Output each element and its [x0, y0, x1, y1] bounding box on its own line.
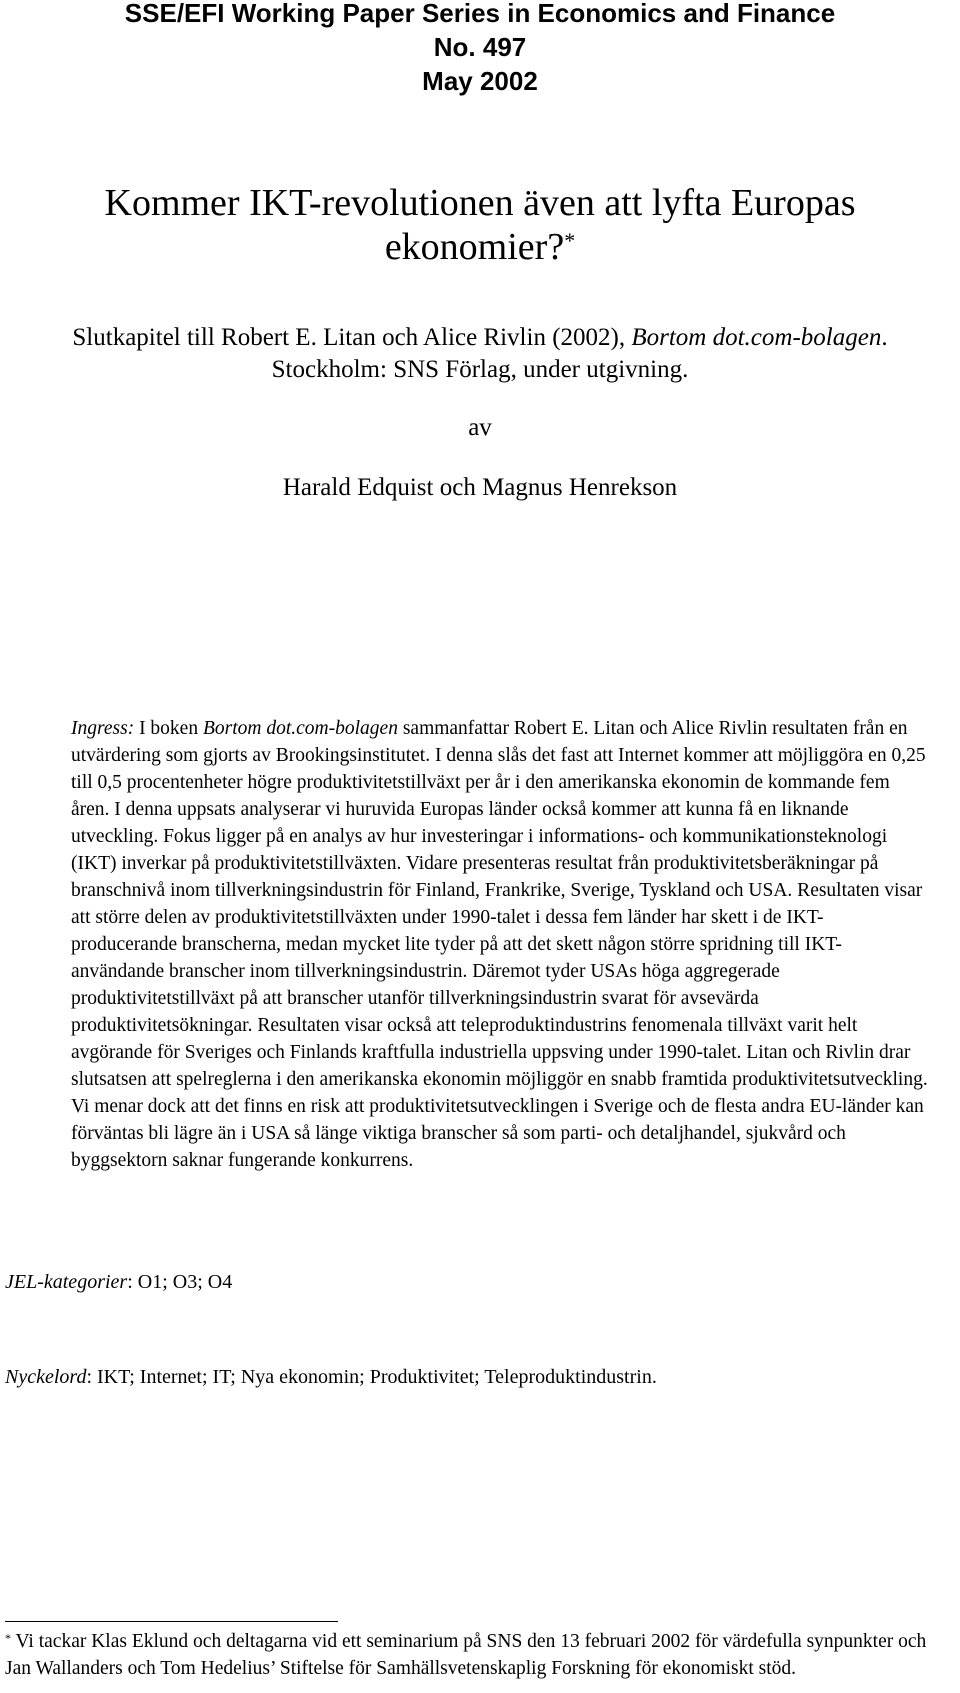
series-name: SSE/EFI Working Paper Series in Economics and Finance	[124, 0, 836, 28]
abstract-book-title: Bortom dot.com-bolagen	[202, 718, 398, 739]
source-book-title: Bortom dot.com-bolagen	[631, 324, 882, 351]
abstract	[71, 715, 929, 1174]
byline-av: av	[468, 414, 492, 441]
source-suffix: .	[881, 324, 888, 351]
title-line-2	[0, 225, 960, 269]
footnote-text: Vi tackar Klas Eklund och deltagarna vid ett seminarium på SNS den 13 februari 2002 för värdefulla synpunkter och Jan Wallanders och Tom Hedelius’ Stiftelse för Samhällsvetenskaplig Forskning för ekonomiskt stöd.	[5, 1631, 927, 1679]
series-header	[0, 0, 960, 98]
abstract-label: Ingress:	[71, 718, 135, 739]
source-line-2: Stockholm: SNS Förlag, under utgivning.	[271, 356, 689, 383]
source-note	[0, 322, 960, 386]
jel-label: JEL-kategorier	[5, 1271, 128, 1293]
jel-value: : O1; O3; O4	[127, 1271, 233, 1293]
paper-title	[0, 181, 960, 269]
keywords	[5, 1364, 945, 1391]
footnote-divider	[5, 1621, 338, 1622]
source-line-1	[0, 322, 960, 354]
keywords-label: Nyckelord	[5, 1366, 87, 1388]
footnote-mark: *	[5, 1631, 11, 1645]
jel-categories	[5, 1269, 945, 1296]
title-line-2-text: ekonomier?	[384, 226, 565, 268]
series-number: No. 497	[433, 32, 527, 62]
abstract-text: sammanfattar Robert E. Litan och Alice Rivlin resultaten från en utvärdering som gjorts av Brookingsinstitutet. I denna slås det fast att Internet kommer att möjliggöra en 0,25 till 0,5 procentenheter högre produktivitetstillväxt per år i den amerikanska ekonomin de kommande fem åren. I denna uppsats analyserar vi huruvida Europas länder också kommer att kunna få en liknande utveckling. Fokus ligger på en analys av hur investeringar i informations- och kommunikationsteknologi (IKT) inverkar på produktivitetstillväxten. Vidare presenteras resultat från produktivitetsberäkningar på branschnivå inom tillverkningsindustrin för Finland, Frankrike, Sverige, Tyskland och USA. Resultaten visar att större delen av produktivitetstillväxten under 1990-talet i dessa fem länder har skett i de IKT-producerande branscherna, medan mycket lite tyder på att det skett någon större spridning till IKT-användande branscher inom tillverkningsindustrin. Däremot tyder USAs höga aggregerade produktivitetstillväxt på att branscher utanför tillverkningsindustrin svarat för avsevärda produktivitetsökningar. Resultaten visar också att teleproduktindustrins fenomenala tillväxt varit helt avgörande för Sveriges och Finlands kraftfulla industriella uppsving under 1990-talet. Litan och Rivlin drar slutsatsen att spelreglerna i den amerikanska ekonomin möjliggör en snabb framtida produktivitetsutveckling. Vi menar dock att det finns en risk att produktivitetsutvecklingen i Sverige och de flesta andra EU-länder kan förväntas bli lägre än i USA så länge viktiga branscher så som parti- och detaljhandel, sjukvård och byggsektorn saknar fungerande konkurrens.	[71, 718, 928, 1171]
series-date: May 2002	[422, 66, 538, 96]
keywords-value: : IKT; Internet; IT; Nya ekonomin; Produktivitet; Teleproduktindustrin.	[86, 1366, 657, 1388]
title-line-1: Kommer IKT-revolutionen även att lyfta Europas	[104, 182, 856, 224]
authors: Harald Edquist och Magnus Henrekson	[282, 474, 678, 501]
source-prefix: Slutkapitel till Robert E. Litan och Alice Rivlin (2002),	[72, 324, 632, 351]
title-footnote-mark: *	[564, 228, 576, 253]
footnote	[5, 1628, 953, 1682]
abstract-lead: I boken	[134, 718, 203, 739]
